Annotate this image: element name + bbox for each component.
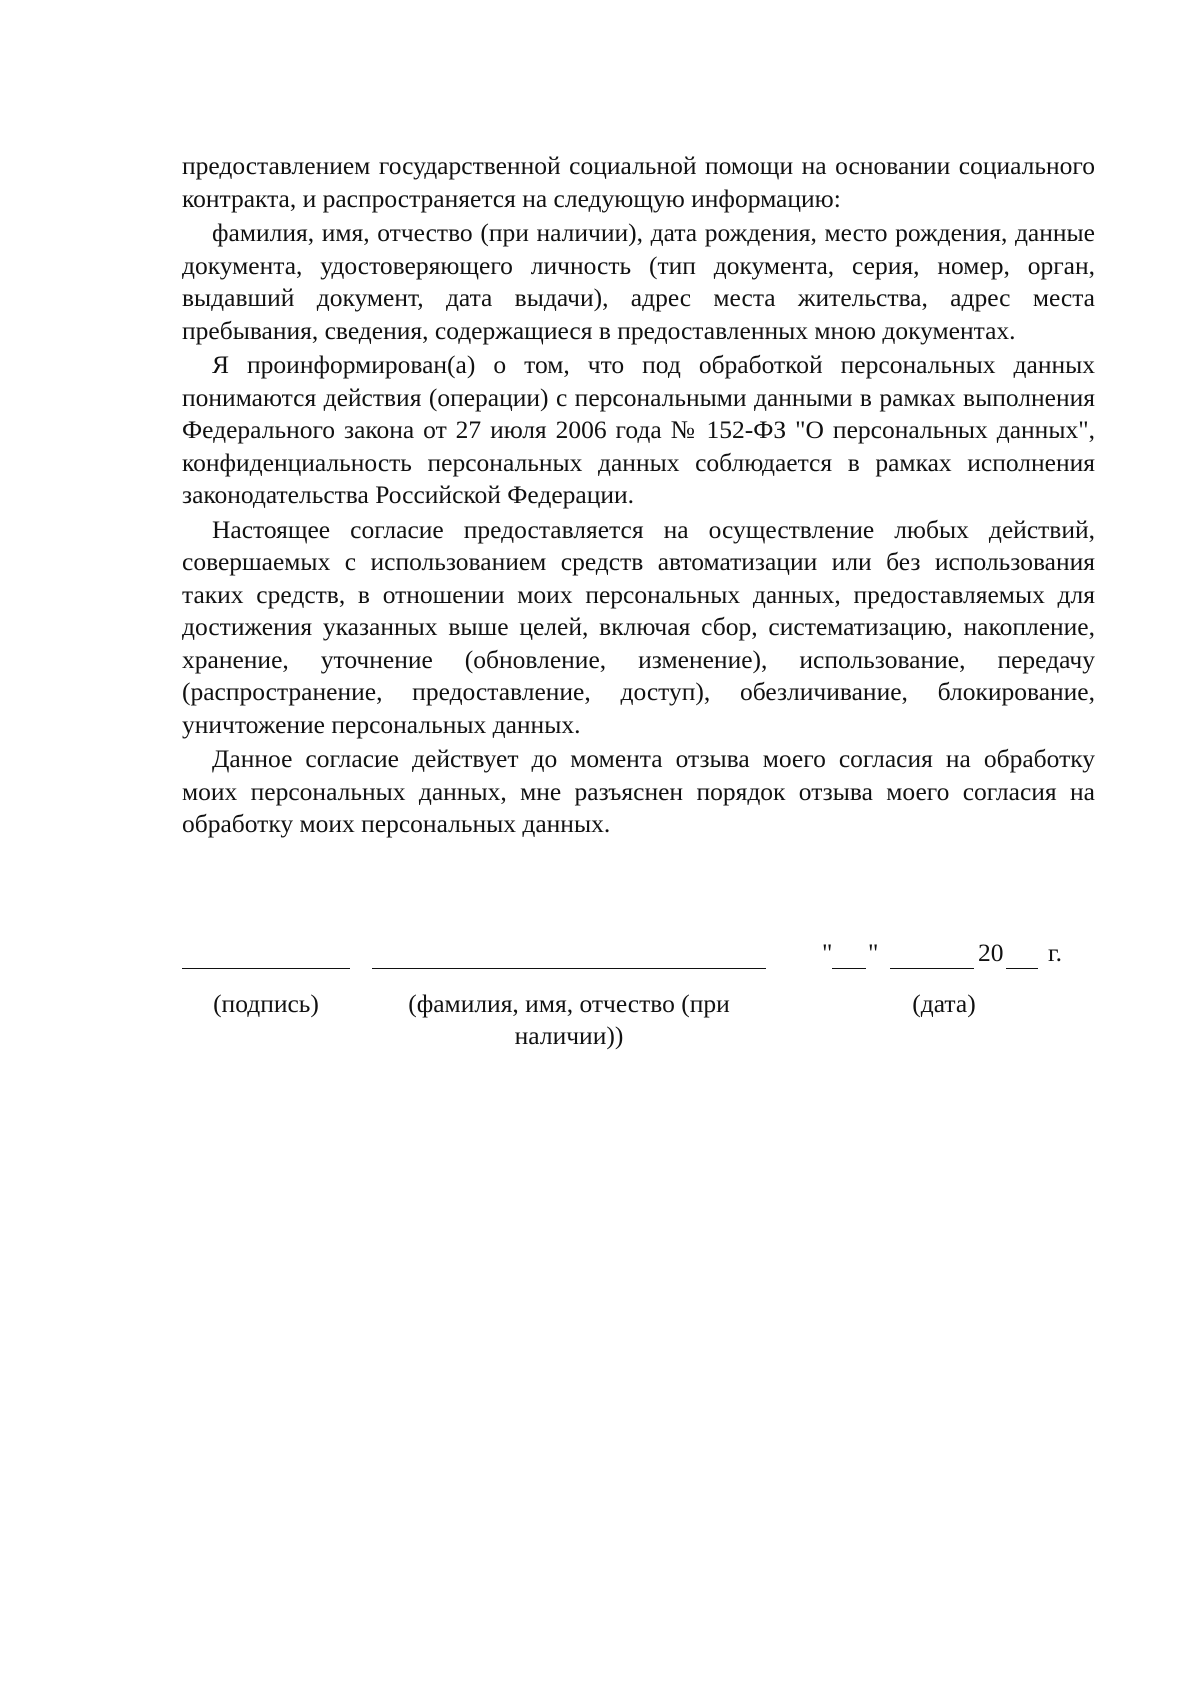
paragraph-continuation: предоставлением государственной социальной помощи на основании социального контракта, и распространяется на следующую информацию: xyxy=(182,151,1095,213)
caption-date: (дата) xyxy=(912,989,976,1018)
date-year-prefix: 20 xyxy=(978,938,1004,967)
signature-line[interactable] xyxy=(182,968,350,969)
paragraph-consent-validity: Данное согласие действует до момента отзыва моего согласия на обработку моих персональных данных, мне разъяснен порядок отзыва моего согласия на обработку моих персональных данных. xyxy=(182,744,1095,838)
caption-full-name xyxy=(372,988,766,1052)
paragraph-informed: Я проинформирован(а) о том, что под обработкой персональных данных понимаются действия (операции) с персональными данными в рамках выполнения Федерального закона от 27 июля 2006 года № 152-ФЗ "О персональных данных", конфиденциальность персональных данных соблюдается в рамках исполнения законодательства Российской Федерации. xyxy=(182,350,1095,509)
signature-block xyxy=(182,938,1095,1062)
date-year-line[interactable] xyxy=(1006,968,1038,969)
caption-signature: (подпись) xyxy=(213,989,319,1018)
date-day-line[interactable] xyxy=(832,968,866,969)
full-name-line[interactable] xyxy=(372,968,766,969)
date-month-line[interactable] xyxy=(890,968,974,969)
caption-full-name-line2: наличии)) xyxy=(514,1021,624,1050)
consent-body xyxy=(182,150,1095,843)
date-year-suffix: г. xyxy=(1048,938,1062,967)
paragraph-personal-data-list: фамилия, имя, отчество (при наличии), дата рождения, место рождения, данные документа, удостоверяющего личность (тип документа, серия, номер, орган, выдавший документ, дата выдачи), адрес места жительства, адрес места пребывания, сведения, содержащиеся в предоставленных мною документах. xyxy=(182,218,1095,345)
paragraph-consent-scope: Настоящее согласие предоставляется на осуществление любых действий, совершаемых с использованием средств автоматизации или без использования таких средств, в отношении моих персональных данных, предоставляемых для достижения указанных выше целей, включая сбор, систематизацию, накопление, хранение, уточнение (обновление, изменение), использование, передачу (распространение, предоставление, доступ), обезличивание, блокирование, уничтожение персональных данных. xyxy=(182,514,1095,739)
date-quote-close: " xyxy=(868,938,879,967)
date-quote-open: " xyxy=(822,938,833,967)
caption-full-name-line1: (фамилия, имя, отчество (при xyxy=(408,989,730,1018)
